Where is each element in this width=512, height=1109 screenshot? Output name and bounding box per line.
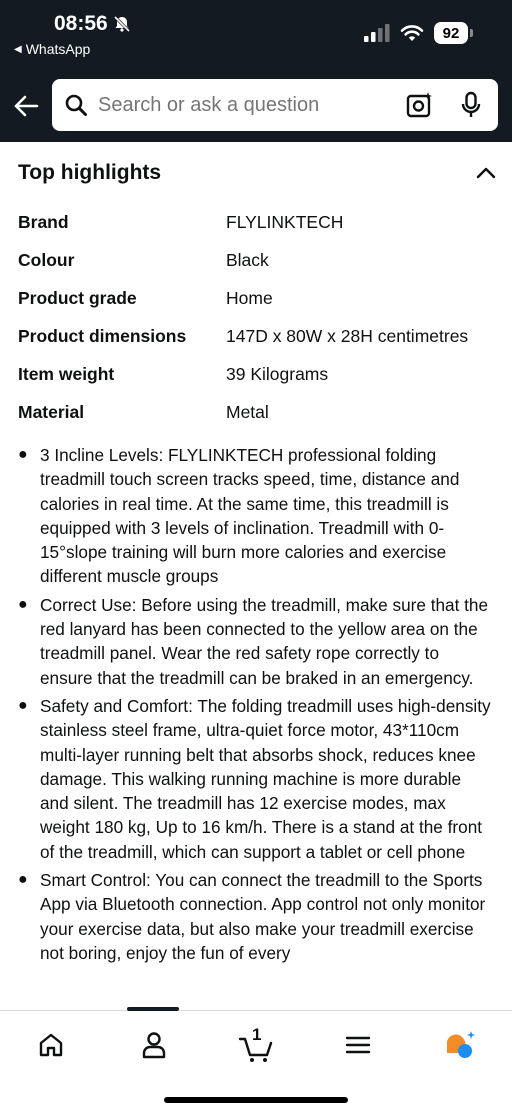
- list-item: [18, 694, 494, 864]
- clock-text: 08:56: [54, 12, 108, 35]
- back-arrow-icon[interactable]: [12, 92, 40, 120]
- list-item: [18, 868, 494, 965]
- spec-value: Metal: [226, 401, 269, 422]
- back-app-label: WhatsApp: [25, 41, 91, 57]
- feature-bullets: [18, 443, 494, 969]
- top-bar: [0, 0, 512, 142]
- spec-row-grade: [18, 279, 498, 317]
- cart-button[interactable]: [236, 1027, 276, 1063]
- spec-table: [18, 203, 498, 431]
- spec-key: Material: [18, 401, 85, 422]
- bullet-text: Smart Control: You can connect the treadmill to the Sports App via Bluetooth connection. App control not only monitor your exercise data, but also make your treadmill exercise not boring, enjoy the fun of every: [40, 870, 486, 963]
- rufus-icon[interactable]: [440, 1027, 480, 1063]
- wifi-icon: [400, 24, 424, 42]
- search-input[interactable]: [98, 94, 388, 117]
- bullet-text: Correct Use: Before using the treadmill, make sure that the red lanyard has been connected to the yellow area on the treadmill panel. Wear the red safety rope correctly to ensure that the treadmill can be braked in an emergency.: [40, 594, 489, 688]
- bullet-dot: ●: [18, 446, 28, 463]
- home-icon[interactable]: [31, 1027, 71, 1063]
- spec-row-brand: [18, 203, 498, 241]
- home-indicator: [164, 1097, 348, 1103]
- signal-icon: [364, 24, 390, 42]
- spec-row-material: [18, 393, 498, 431]
- battery-badge: [434, 22, 468, 44]
- bullet-text: Safety and Comfort: The folding treadmill uses high-density stainless steel frame, ultra-quiet force motor, 43*110cm multi-layer running belt that absorbs shock, reduces knee damage. This walking running machine is more durable and silent. The treadmill has 12 exercise modes, max weight 180 kg, Up to 16 km/h. There is a stand at the front of the treadmill, which can support a tablet or cell phone: [40, 695, 491, 862]
- spec-key: Product dimensions: [18, 325, 187, 346]
- spec-value: Black: [226, 249, 269, 270]
- status-indicators: [364, 22, 468, 44]
- list-item: [18, 443, 494, 589]
- bullet-dot: ●: [18, 871, 28, 889]
- cart-count: 1: [252, 1025, 262, 1044]
- spec-value: 147D x 80W x 28H centimetres: [226, 325, 469, 346]
- camera-search-icon[interactable]: [406, 91, 434, 119]
- bullet-dot: ●: [18, 595, 28, 613]
- spec-value: 39 Kilograms: [226, 363, 329, 384]
- spec-row-dimensions: [18, 317, 498, 355]
- account-icon[interactable]: [134, 1027, 174, 1063]
- section-title: Top highlights: [18, 161, 162, 184]
- spec-row-colour: [18, 241, 498, 279]
- bell-muted-icon: [112, 14, 132, 34]
- bottom-nav: [0, 1010, 512, 1109]
- spec-key: Product grade: [18, 287, 137, 308]
- list-item: [18, 593, 494, 690]
- bullet-text: 3 Incline Levels: FLYLINKTECH professional folding treadmill touch screen tracks speed, time, distance and calories in real time. At the same time, this treadmill is equipped with 3 levels of inclination. Treadmill with 0-15°slope training will burn more calories and exercise different muscle groups: [40, 445, 460, 587]
- search-icon: [64, 93, 88, 117]
- back-triangle-icon: ◀: [14, 43, 22, 55]
- bullet-dot: ●: [18, 696, 28, 714]
- spec-key: Brand: [18, 211, 69, 232]
- status-back-link[interactable]: [14, 41, 90, 57]
- spec-value: Home: [226, 287, 273, 308]
- spec-row-weight: [18, 355, 498, 393]
- battery-level: 92: [442, 24, 460, 42]
- spec-value: FLYLINKTECH: [226, 211, 344, 232]
- chevron-up-icon[interactable]: [474, 161, 498, 185]
- spec-key: Item weight: [18, 363, 115, 384]
- top-highlights-header[interactable]: [18, 158, 498, 188]
- search-bar[interactable]: [52, 79, 498, 131]
- menu-icon[interactable]: [338, 1027, 378, 1063]
- microphone-icon[interactable]: [460, 91, 482, 119]
- active-tab-indicator: [127, 1007, 179, 1011]
- spec-key: Colour: [18, 249, 75, 270]
- status-time: [54, 12, 132, 36]
